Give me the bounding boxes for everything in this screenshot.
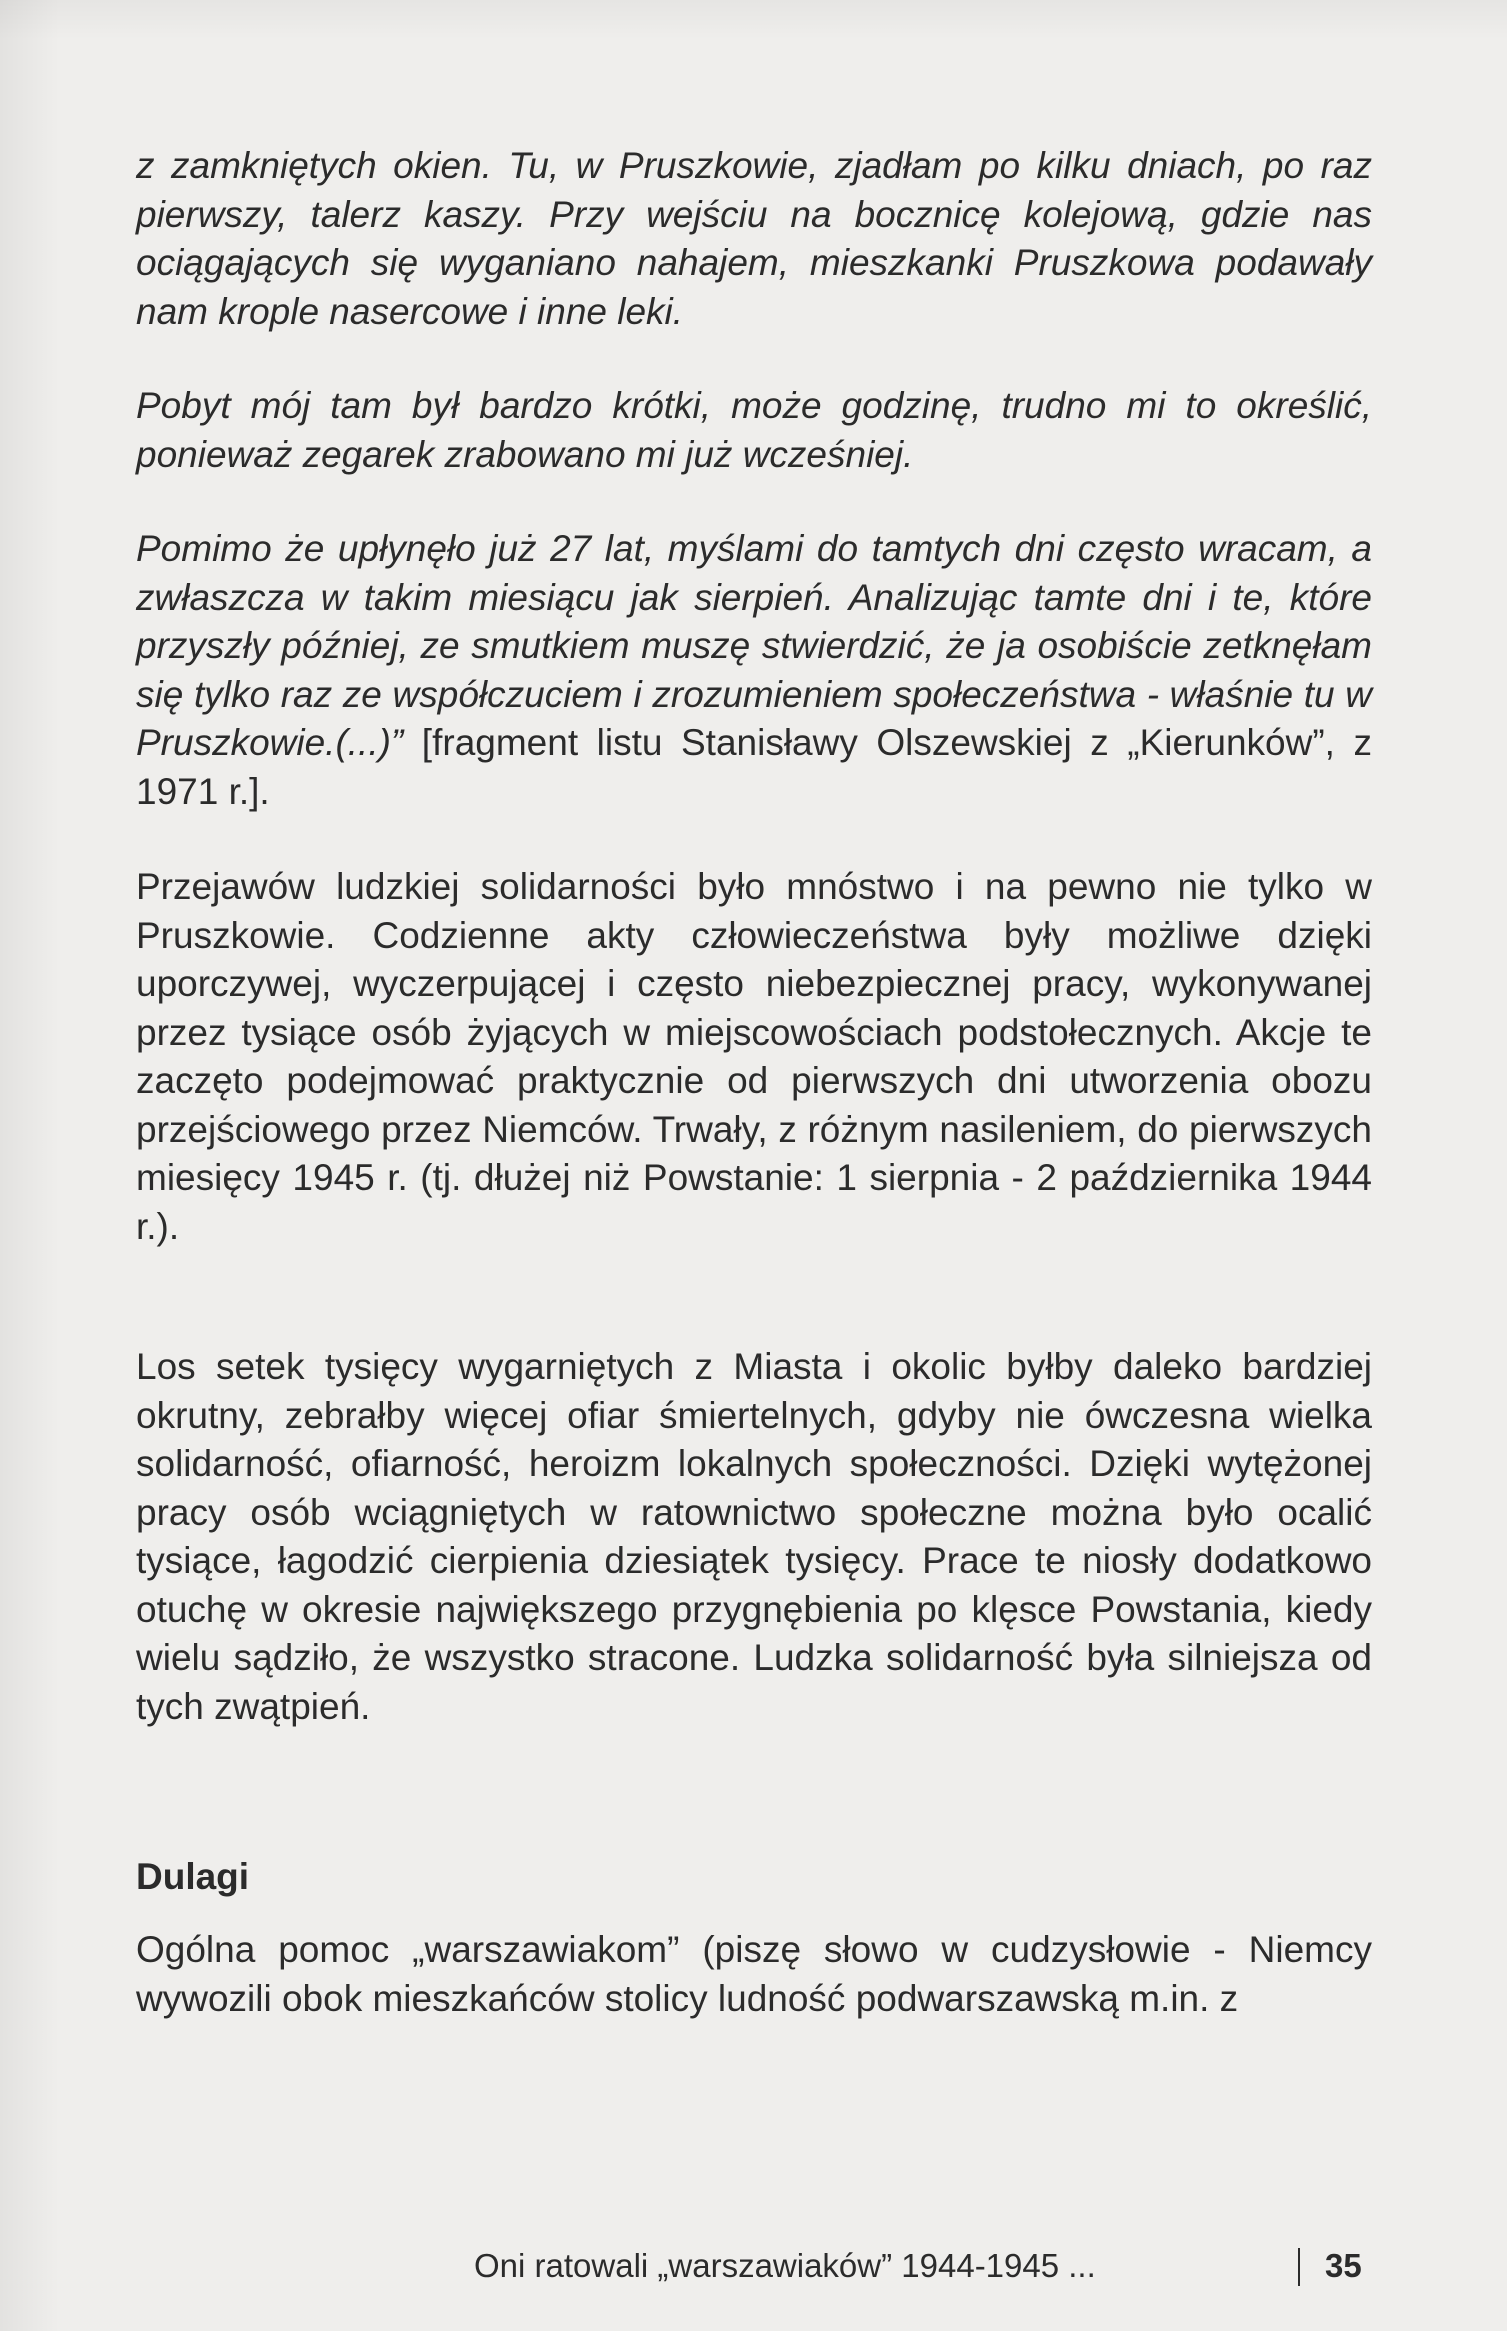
page-edge-shadow [0, 0, 60, 2331]
section-heading: Dulagi [136, 1856, 250, 1897]
paragraph-fate: Los setek tysięcy wygarniętych z Miasta i okolic byłby daleko bardziej okrutny, zebrałby więcej ofiar śmiertelnych, gdyby nie ówczesna wielka solidarność, ofiarność, heroizm lokalnych społeczności. Dzięki wytężonej pracy osób wciągniętych w ratownictwo społeczne można było ocalić tysiące, łagodzić cierpienia dziesiątek tysięcy. Prace te niosły dodatkowo otuchę w okresie największego przygnębienia po klęsce Powstania, kiedy wielu sądziło, że wszystko stracone. Ludzka solidarność była silniejsza od tych zwątpień. [136, 1346, 1372, 1727]
paragraph-quote-2: Pobyt mój tam był bardzo krótki, może godzinę, trudno mi to określić, ponieważ zegarek zrabowano mi już wcześniej. [136, 385, 1372, 475]
quote-text: Pomimo że upłynęło już 27 lat, myślami do tamtych dni często wracam, a zwłaszcza w takim miesiącu jak sierpień. Analizując tamte dni i te, które przyszły później, ze smutkiem muszę stwierdzić, że ja osobiście zetknęłam się tylko raz ze współczuciem i zrozumieniem społeczeństwa - właśnie tu w Pruszkowie.(...)” [136, 528, 1372, 763]
page-top-shadow [0, 0, 1507, 40]
paragraph-general-help: Ogólna pomoc „warszawiakom” (piszę słowo w cudzysłowie - Niemcy wywozili obok mieszkańców stolicy ludność podwarszawską m.in. z [136, 1929, 1372, 2019]
page-number: 35 [1325, 2247, 1362, 2284]
footer-divider [1298, 2248, 1300, 2286]
paragraph-quote-1: z zamkniętych okien. Tu, w Pruszkowie, zjadłam po kilku dniach, po raz pierwszy, talerz kaszy. Przy wejściu na bocznicę kolejową, gdzie nas ociągających się wyganiano nahajem, mieszkanki Pruszkowa podawały nam krople nasercowe i inne leki. [136, 145, 1372, 332]
running-footer-title: Oni ratowali „warszawiaków” 1944-1945 ... [474, 2247, 1096, 2284]
quote-source: [fragment listu Stanisławy Olszewskiej z „Kierunków”, z 1971 r.]. [136, 722, 1372, 812]
paragraph-solidarity: Przejawów ludzkiej solidarności było mnóstwo i na pewno nie tylko w Pruszkowie. Codzienne akty człowieczeństwa były możliwe dzięki uporczywej, wyczerpującej i często niebezpiecznej pracy, wykonywanej przez tysiące osób żyjących w miejscowościach podstołecznych. Akcje te zaczęto podejmować praktycznie od pierwszych dni utworzenia obozu przejściowego przez Niemców. Trwały, z różnym nasileniem, do pierwszych miesięcy 1945 r. (tj. dłużej niż Powstanie: 1 sierpnia - 2 października 1944 r.). [136, 866, 1372, 1247]
paragraph-quote-3 [136, 525, 1372, 816]
